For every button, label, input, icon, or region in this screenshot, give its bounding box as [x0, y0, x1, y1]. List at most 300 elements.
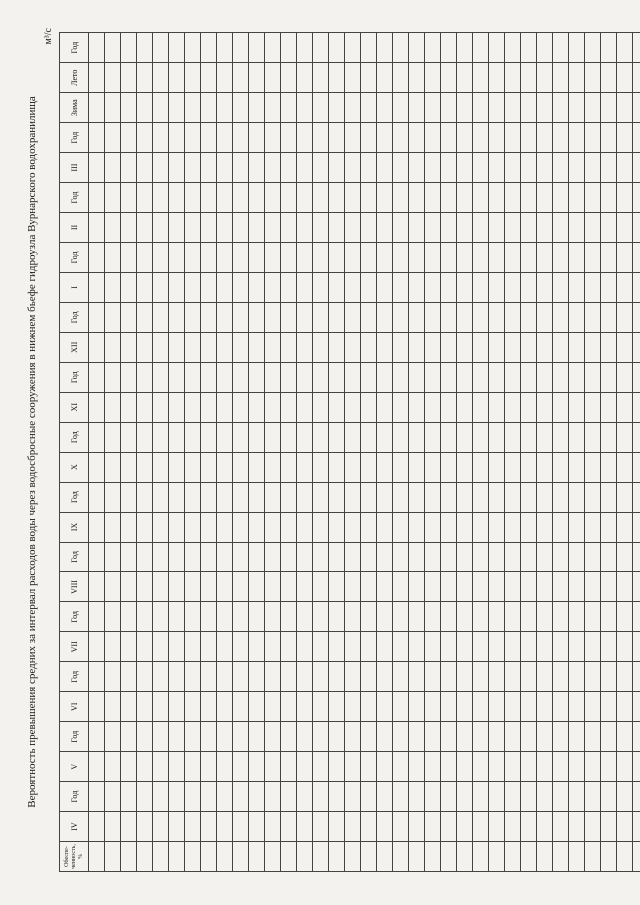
- table-cell: [233, 422, 249, 452]
- table-cell: [521, 422, 537, 452]
- table-cell: [169, 842, 185, 872]
- table-cell: [553, 452, 569, 482]
- table-cell: [425, 302, 441, 332]
- table-cell: [281, 542, 297, 572]
- table-cell: [553, 812, 569, 842]
- table-cell: [169, 93, 185, 123]
- table-cell: [313, 213, 329, 243]
- table-cell: [217, 632, 233, 662]
- table-cell: [521, 33, 537, 63]
- table-cell: [537, 782, 553, 812]
- table-cell: [601, 392, 617, 422]
- table-cell: [617, 272, 633, 302]
- probability-table: [59, 32, 640, 872]
- table-cell: [121, 272, 137, 302]
- table-cell: [329, 183, 345, 213]
- table-cell: [537, 93, 553, 123]
- table-cell: [601, 632, 617, 662]
- table-cell: [473, 692, 489, 722]
- table-cell: [233, 153, 249, 183]
- table-cell: [361, 93, 377, 123]
- table-cell: [329, 692, 345, 722]
- table-cell: [377, 153, 393, 183]
- table-cell: [569, 722, 585, 752]
- table-cell: [633, 63, 640, 93]
- table-cell: [585, 662, 601, 692]
- table-cell: [505, 812, 521, 842]
- table-cell: [105, 722, 121, 752]
- table-cell: [361, 482, 377, 512]
- table-cell: [345, 842, 361, 872]
- table-cell: [633, 482, 640, 512]
- table-cell: [601, 602, 617, 632]
- table-cell: [377, 842, 393, 872]
- table-cell: [201, 153, 217, 183]
- table-row: [505, 33, 521, 872]
- table-cell: [521, 812, 537, 842]
- table-cell: [201, 392, 217, 422]
- table-cell: [281, 722, 297, 752]
- table-cell: [201, 123, 217, 153]
- table-cell: [585, 392, 601, 422]
- table-cell: [169, 302, 185, 332]
- table-cell: [89, 242, 105, 272]
- table-cell: [345, 272, 361, 302]
- table-cell: [201, 602, 217, 632]
- table-cell: [425, 422, 441, 452]
- table-cell: [313, 362, 329, 392]
- table-cell: [601, 242, 617, 272]
- table-cell: [121, 542, 137, 572]
- table-cell: [489, 662, 505, 692]
- table-cell: [153, 93, 169, 123]
- table-cell: [361, 812, 377, 842]
- table-cell: [537, 692, 553, 722]
- table-cell: [601, 572, 617, 602]
- table-cell: [265, 272, 281, 302]
- table-cell: [361, 662, 377, 692]
- table-cell: [313, 512, 329, 542]
- table-cell: [201, 782, 217, 812]
- table-cell: [425, 752, 441, 782]
- table-cell: [201, 722, 217, 752]
- table-cell: [617, 542, 633, 572]
- table-cell: [409, 362, 425, 392]
- table-cell: [553, 662, 569, 692]
- table-cell: [89, 213, 105, 243]
- table-cell: [377, 272, 393, 302]
- table-row: [105, 33, 121, 872]
- table-cell: [329, 332, 345, 362]
- table-cell: [585, 602, 601, 632]
- table-cell: [137, 842, 153, 872]
- table-cell: [393, 242, 409, 272]
- table-cell: [89, 812, 105, 842]
- table-cell: [249, 93, 265, 123]
- table-cell: [185, 213, 201, 243]
- table-cell: [409, 183, 425, 213]
- table-cell: [537, 392, 553, 422]
- column-header: XII: [60, 332, 89, 362]
- table-cell: [617, 692, 633, 722]
- table-cell: [505, 842, 521, 872]
- table-cell: [201, 752, 217, 782]
- table-cell: [633, 93, 640, 123]
- table-cell: [265, 452, 281, 482]
- table-cell: [217, 842, 233, 872]
- table-cell: [281, 842, 297, 872]
- table-cell: [105, 572, 121, 602]
- table-cell: [105, 272, 121, 302]
- table-cell: [473, 602, 489, 632]
- table-cell: [201, 452, 217, 482]
- table-cell: [89, 632, 105, 662]
- table-cell: [537, 422, 553, 452]
- table-cell: [345, 242, 361, 272]
- table-cell: [249, 632, 265, 662]
- table-cell: [217, 752, 233, 782]
- table-cell: [409, 602, 425, 632]
- table-cell: [377, 722, 393, 752]
- table-cell: [441, 662, 457, 692]
- table-cell: [105, 392, 121, 422]
- table-cell: [169, 33, 185, 63]
- table-row: [585, 33, 601, 872]
- table-cell: [553, 572, 569, 602]
- table-cell: [569, 812, 585, 842]
- column-header: VI: [60, 692, 89, 722]
- table-cell: [489, 782, 505, 812]
- table-cell: [153, 632, 169, 662]
- table-cell: [185, 93, 201, 123]
- table-cell: [313, 662, 329, 692]
- table-cell: [601, 722, 617, 752]
- table-cell: [425, 392, 441, 422]
- table-cell: [521, 632, 537, 662]
- table-cell: [281, 183, 297, 213]
- table-cell: [185, 782, 201, 812]
- table-cell: [377, 33, 393, 63]
- table-row: [409, 33, 425, 872]
- table-cell: [393, 183, 409, 213]
- table-cell: [585, 422, 601, 452]
- table-cell: [585, 722, 601, 752]
- table-cell: [377, 752, 393, 782]
- table-cell: [633, 782, 640, 812]
- table-row: [393, 33, 409, 872]
- table-cell: [345, 63, 361, 93]
- table-cell: [313, 542, 329, 572]
- table-cell: [633, 752, 640, 782]
- table-cell: [505, 602, 521, 632]
- table-cell: [249, 302, 265, 332]
- table-cell: [585, 302, 601, 332]
- table-cell: [297, 782, 313, 812]
- table-cell: [313, 183, 329, 213]
- column-header: Год: [60, 33, 89, 63]
- table-cell: [233, 602, 249, 632]
- table-cell: [89, 752, 105, 782]
- table-cell: [473, 812, 489, 842]
- table-cell: [345, 213, 361, 243]
- table-cell: [233, 33, 249, 63]
- table-row: [249, 33, 265, 872]
- table-cell: [553, 242, 569, 272]
- table-cell: [281, 512, 297, 542]
- table-cell: [281, 602, 297, 632]
- table-cell: [249, 213, 265, 243]
- table-cell: [249, 123, 265, 153]
- table-cell: [313, 812, 329, 842]
- table-header-row: [60, 33, 89, 872]
- table-cell: [89, 33, 105, 63]
- table-cell: [569, 842, 585, 872]
- table-cell: [457, 272, 473, 302]
- table-cell: [393, 602, 409, 632]
- table-cell: [521, 302, 537, 332]
- table-cell: [137, 782, 153, 812]
- table-cell: [185, 422, 201, 452]
- table-cell: [297, 33, 313, 63]
- table-cell: [521, 662, 537, 692]
- table-cell: [617, 812, 633, 842]
- table-cell: [537, 632, 553, 662]
- table-cell: [329, 572, 345, 602]
- table-cell: [489, 272, 505, 302]
- table-cell: [281, 422, 297, 452]
- table-cell: [89, 662, 105, 692]
- table-cell: [473, 632, 489, 662]
- table-cell: [633, 422, 640, 452]
- table-cell: [89, 722, 105, 752]
- table-cell: [537, 482, 553, 512]
- table-cell: [393, 662, 409, 692]
- table-cell: [617, 752, 633, 782]
- table-cell: [553, 692, 569, 722]
- table-cell: [105, 662, 121, 692]
- table-cell: [153, 362, 169, 392]
- table-cell: [553, 33, 569, 63]
- table-cell: [329, 63, 345, 93]
- table-cell: [601, 362, 617, 392]
- column-header: Зима: [60, 93, 89, 123]
- table-cell: [361, 63, 377, 93]
- table-cell: [313, 332, 329, 362]
- table-cell: [361, 692, 377, 722]
- table-cell: [361, 722, 377, 752]
- table-cell: [265, 123, 281, 153]
- column-header: Лето: [60, 63, 89, 93]
- table-cell: [569, 272, 585, 302]
- table-cell: [185, 33, 201, 63]
- table-cell: [489, 362, 505, 392]
- table-cell: [345, 812, 361, 842]
- table-cell: [505, 183, 521, 213]
- table-cell: [281, 93, 297, 123]
- table-cell: [217, 153, 233, 183]
- table-cell: [105, 752, 121, 782]
- unit-label: м³/с: [43, 28, 54, 45]
- table-cell: [361, 782, 377, 812]
- table-cell: [633, 362, 640, 392]
- table-cell: [105, 213, 121, 243]
- table-cell: [249, 452, 265, 482]
- table-cell: [281, 452, 297, 482]
- table-cell: [601, 213, 617, 243]
- table-cell: [473, 153, 489, 183]
- table-cell: [585, 213, 601, 243]
- table-cell: [457, 213, 473, 243]
- table-cell: [409, 542, 425, 572]
- table-cell: [441, 302, 457, 332]
- table-cell: [393, 392, 409, 422]
- table-cell: [249, 33, 265, 63]
- table-cell: [585, 752, 601, 782]
- table-row: [521, 33, 537, 872]
- table-cell: [617, 782, 633, 812]
- table-cell: [425, 362, 441, 392]
- table-cell: [537, 842, 553, 872]
- table-cell: [105, 33, 121, 63]
- table-cell: [569, 752, 585, 782]
- table-cell: [313, 153, 329, 183]
- table-cell: [585, 362, 601, 392]
- table-cell: [169, 153, 185, 183]
- table-cell: [505, 153, 521, 183]
- table-cell: [361, 842, 377, 872]
- table-cell: [249, 153, 265, 183]
- table-cell: [217, 272, 233, 302]
- table-cell: [489, 422, 505, 452]
- table-cell: [345, 33, 361, 63]
- rotated-table-block: [25, 22, 615, 882]
- table-cell: [153, 812, 169, 842]
- table-cell: [457, 123, 473, 153]
- table-cell: [201, 632, 217, 662]
- table-cell: [297, 722, 313, 752]
- table-cell: [441, 63, 457, 93]
- table-cell: [585, 512, 601, 542]
- table-cell: [505, 542, 521, 572]
- table-cell: [569, 332, 585, 362]
- table-cell: [409, 662, 425, 692]
- table-cell: [185, 272, 201, 302]
- table-cell: [105, 452, 121, 482]
- table-cell: [89, 542, 105, 572]
- table-cell: [137, 722, 153, 752]
- table-cell: [457, 542, 473, 572]
- table-cell: [329, 33, 345, 63]
- table-cell: [153, 33, 169, 63]
- table-cell: [521, 392, 537, 422]
- table-cell: [585, 692, 601, 722]
- table-cell: [409, 812, 425, 842]
- table-cell: [265, 692, 281, 722]
- table-cell: [265, 183, 281, 213]
- table-cell: [505, 422, 521, 452]
- table-cell: [121, 63, 137, 93]
- table-cell: [153, 422, 169, 452]
- table-cell: [121, 123, 137, 153]
- table-cell: [601, 782, 617, 812]
- table-cell: [505, 33, 521, 63]
- table-cell: [169, 362, 185, 392]
- table-cell: [489, 512, 505, 542]
- table-cell: [137, 213, 153, 243]
- table-cell: [409, 213, 425, 243]
- table-cell: [473, 63, 489, 93]
- table-cell: [265, 782, 281, 812]
- table-cell: [537, 213, 553, 243]
- table-cell: [121, 722, 137, 752]
- table-cell: [137, 812, 153, 842]
- table-cell: [585, 812, 601, 842]
- table-cell: [521, 272, 537, 302]
- table-cell: [553, 512, 569, 542]
- table-cell: [569, 362, 585, 392]
- table-cell: [217, 512, 233, 542]
- table-row: [553, 33, 569, 872]
- table-cell: [601, 812, 617, 842]
- table-cell: [537, 602, 553, 632]
- table-cell: [313, 452, 329, 482]
- table-cell: [489, 392, 505, 422]
- table-row: [89, 33, 105, 872]
- table-cell: [345, 392, 361, 422]
- table-row: [473, 33, 489, 872]
- table-cell: [377, 392, 393, 422]
- table-cell: [105, 782, 121, 812]
- table-cell: [489, 692, 505, 722]
- table-cell: [505, 93, 521, 123]
- table-cell: [441, 572, 457, 602]
- table-cell: [89, 123, 105, 153]
- table-cell: [169, 332, 185, 362]
- table-cell: [185, 362, 201, 392]
- table-cell: [281, 632, 297, 662]
- table-cell: [377, 213, 393, 243]
- table-cell: [313, 242, 329, 272]
- table-cell: [521, 722, 537, 752]
- table-cell: [505, 722, 521, 752]
- table-cell: [89, 63, 105, 93]
- table-row: [169, 33, 185, 872]
- table-cell: [329, 452, 345, 482]
- table-cell: [265, 213, 281, 243]
- table-cell: [297, 213, 313, 243]
- table-cell: [201, 812, 217, 842]
- table-cell: [553, 302, 569, 332]
- table-cell: [377, 662, 393, 692]
- table-cell: [265, 362, 281, 392]
- table-cell: [297, 332, 313, 362]
- table-cell: [633, 632, 640, 662]
- table-cell: [249, 183, 265, 213]
- table-cell: [249, 662, 265, 692]
- table-cell: [249, 272, 265, 302]
- table-cell: [89, 842, 105, 872]
- table-cell: [537, 242, 553, 272]
- table-cell: [105, 632, 121, 662]
- table-cell: [617, 213, 633, 243]
- table-cell: [617, 63, 633, 93]
- table-cell: [361, 183, 377, 213]
- table-cell: [425, 452, 441, 482]
- table-cell: [137, 242, 153, 272]
- table-cell: [633, 332, 640, 362]
- column-header: Год: [60, 482, 89, 512]
- table-cell: [617, 602, 633, 632]
